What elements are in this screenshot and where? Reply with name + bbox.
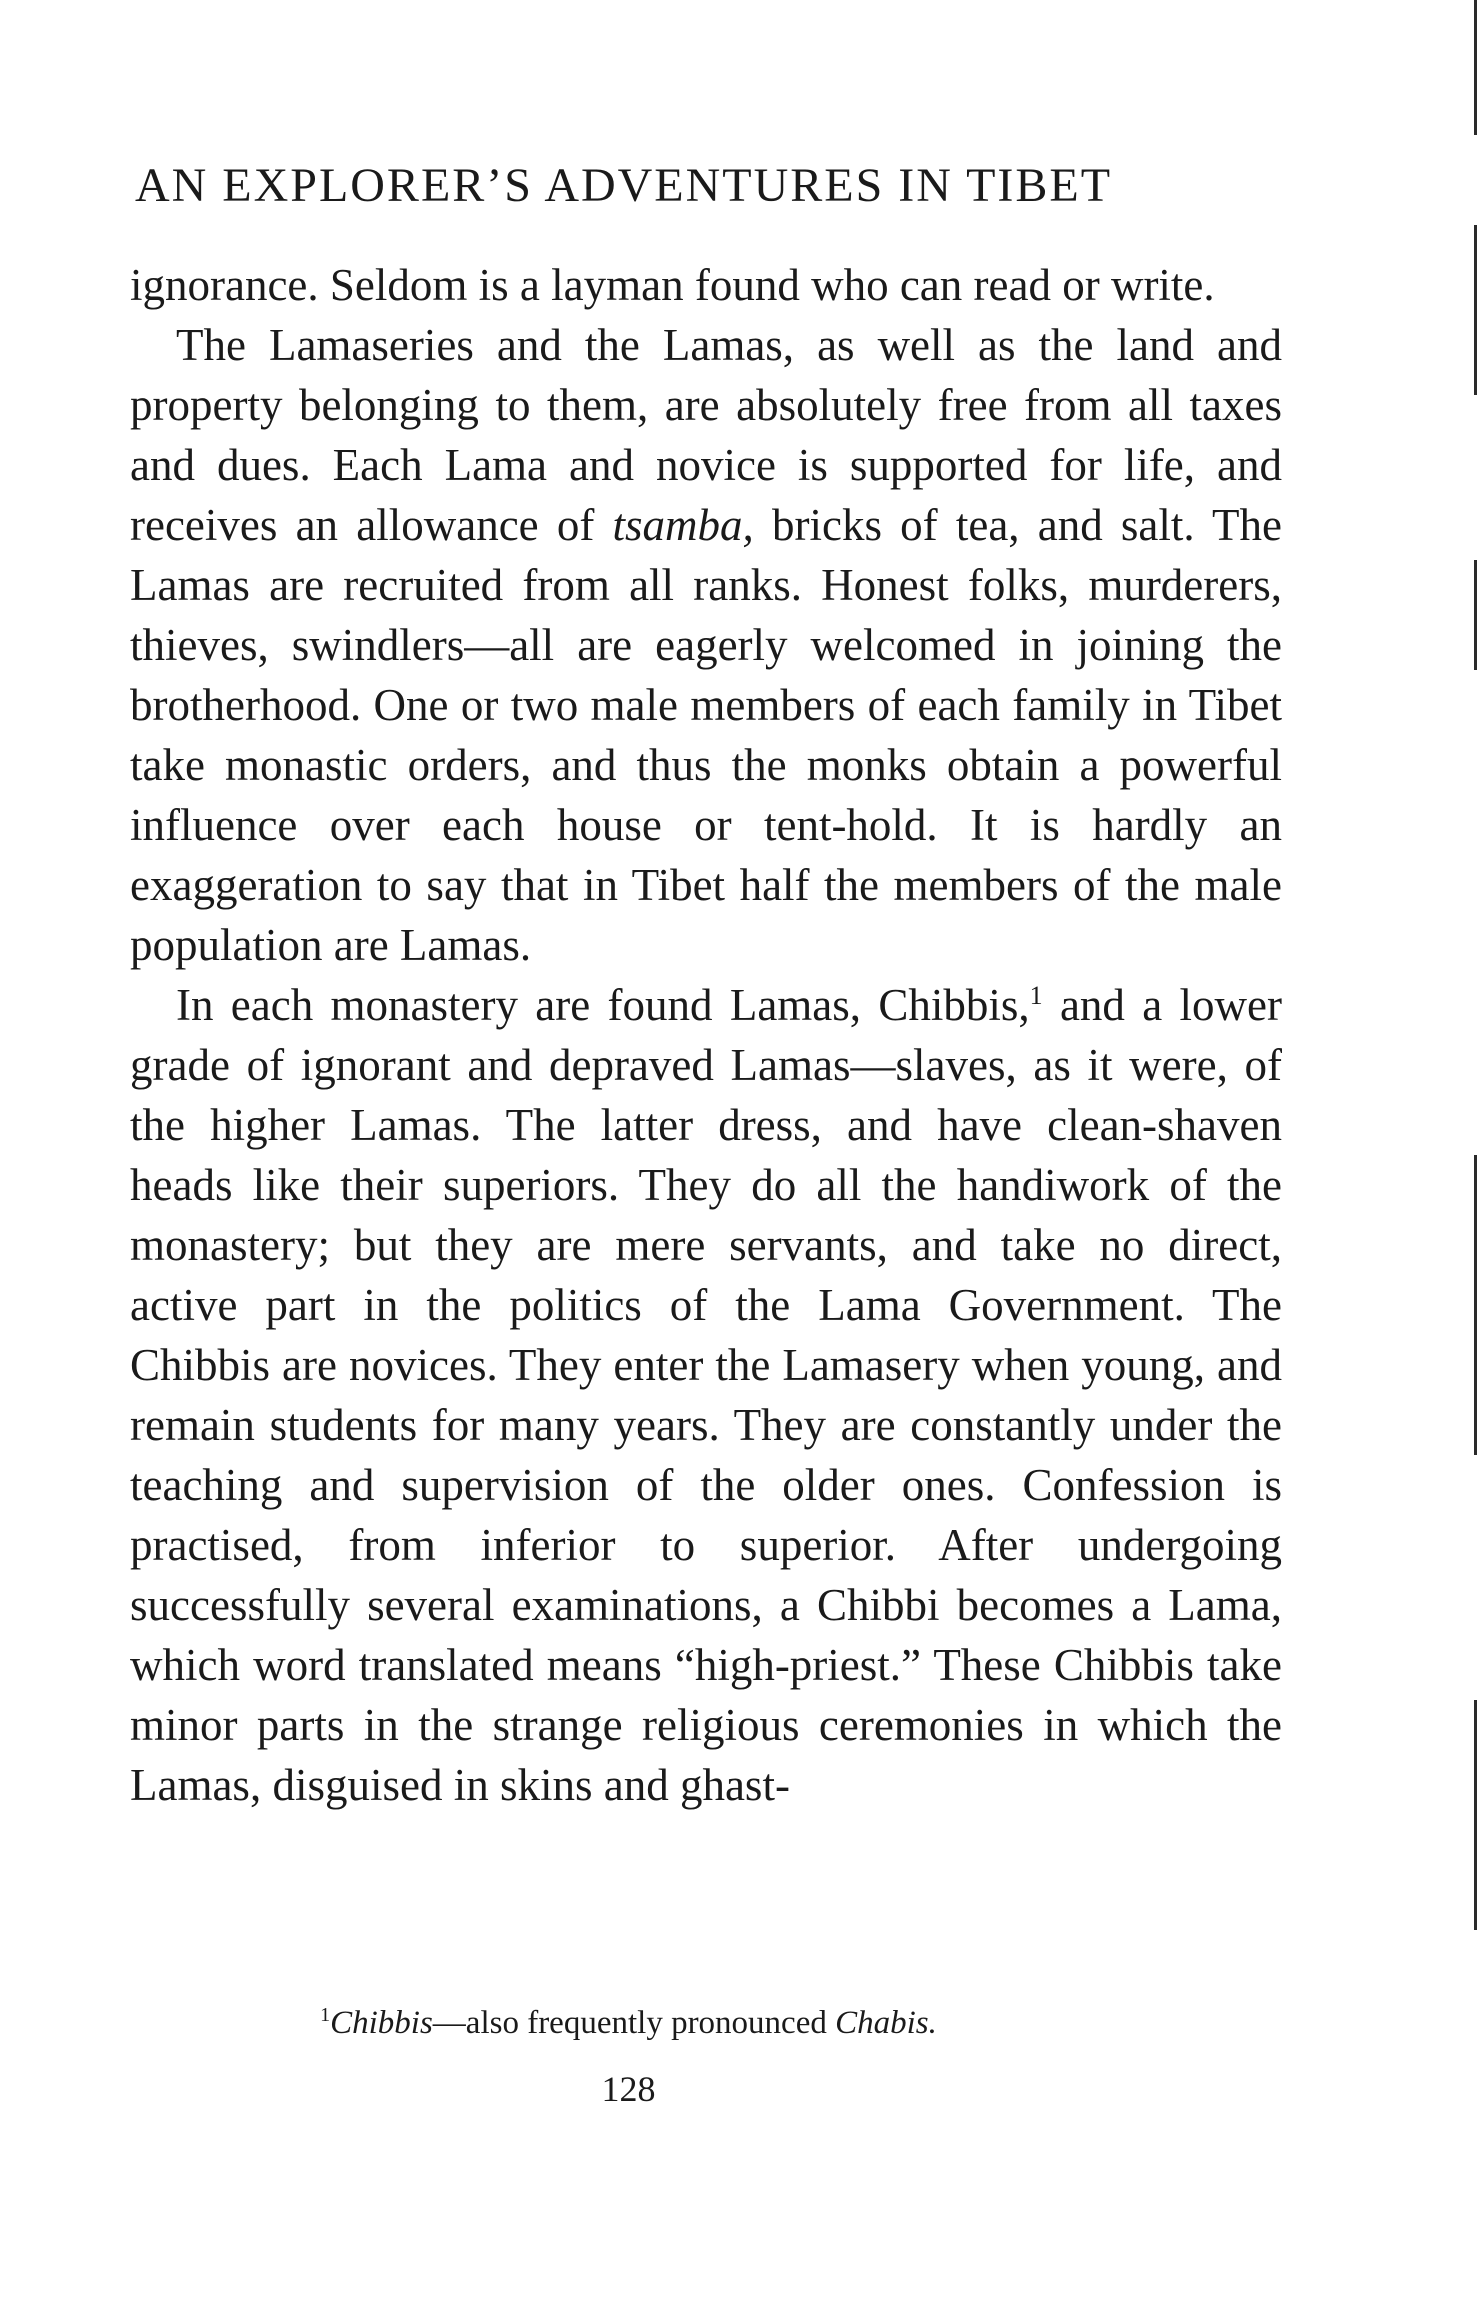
page-number: 128	[601, 2069, 656, 2109]
footnote-reference[interactable]: 1	[1029, 981, 1043, 1010]
running-title: AN EXPLORER’S ADVENTURES IN TIBET	[134, 159, 1113, 212]
footnote-term: Chibbis	[330, 2005, 433, 2041]
paragraph-monastery	[130, 975, 1282, 1815]
footnote	[0, 2005, 1477, 2042]
paragraph-continued	[130, 255, 1282, 315]
paragraph-text: ignorance. Seldom is a layman found who can read or write.	[130, 260, 1215, 310]
body-text	[130, 255, 1282, 1815]
paragraph-text: In each monastery are found Lamas, Chibbis,	[176, 980, 1030, 1030]
paragraph-text: and a lower grade of ignorant and depraved Lamas—slaves, as it were, of the higher Lamas. The latter dress, and have clean-shaven heads like their superiors. They do all the handiwork of the monastery; but they are mere servants, and take no direct, active part in the politics of the Lama Government. The Chibbis are novices. They enter the Lamasery when young, and remain students for many years. They are constantly under the teaching and supervision of the older ones. Confession is practised, from inferior to superior. After undergoing successfully several examinations, a Chibbi becomes a Lama, which word translated means “high-priest.” These Chibbis take minor parts in the strange religious ceremonies in which the Lamas, disguised in skins and ghast-	[130, 980, 1282, 1810]
running-head	[0, 158, 1477, 213]
italic-term-tsamba: tsamba,	[612, 500, 754, 550]
paragraph-text: The Lamaseries and the Lamas, as well as the land and property belonging to them, are absolutely free from all taxes and dues. Each Lama and novice is supported for life, and receives an allowance of	[130, 320, 1282, 550]
paragraph-lamaseries	[130, 315, 1282, 975]
footnote-variant: Chabis.	[835, 2005, 937, 2041]
footnote-text: —also frequently pronounced	[432, 2005, 836, 2041]
paragraph-text: bricks of tea, and salt. The Lamas are recruited from all ranks. Honest folks, murderers, thieves, swindlers—all are eagerly welcomed in joining the brotherhood. One or two male members of each family in Tibet take monastic orders, and thus the monks obtain a powerful influence over each house or tent-hold. It is hardly an exaggeration to say that in Tibet half the members of the male population are Lamas.	[130, 500, 1282, 970]
footnote-marker: 1	[320, 2004, 331, 2026]
